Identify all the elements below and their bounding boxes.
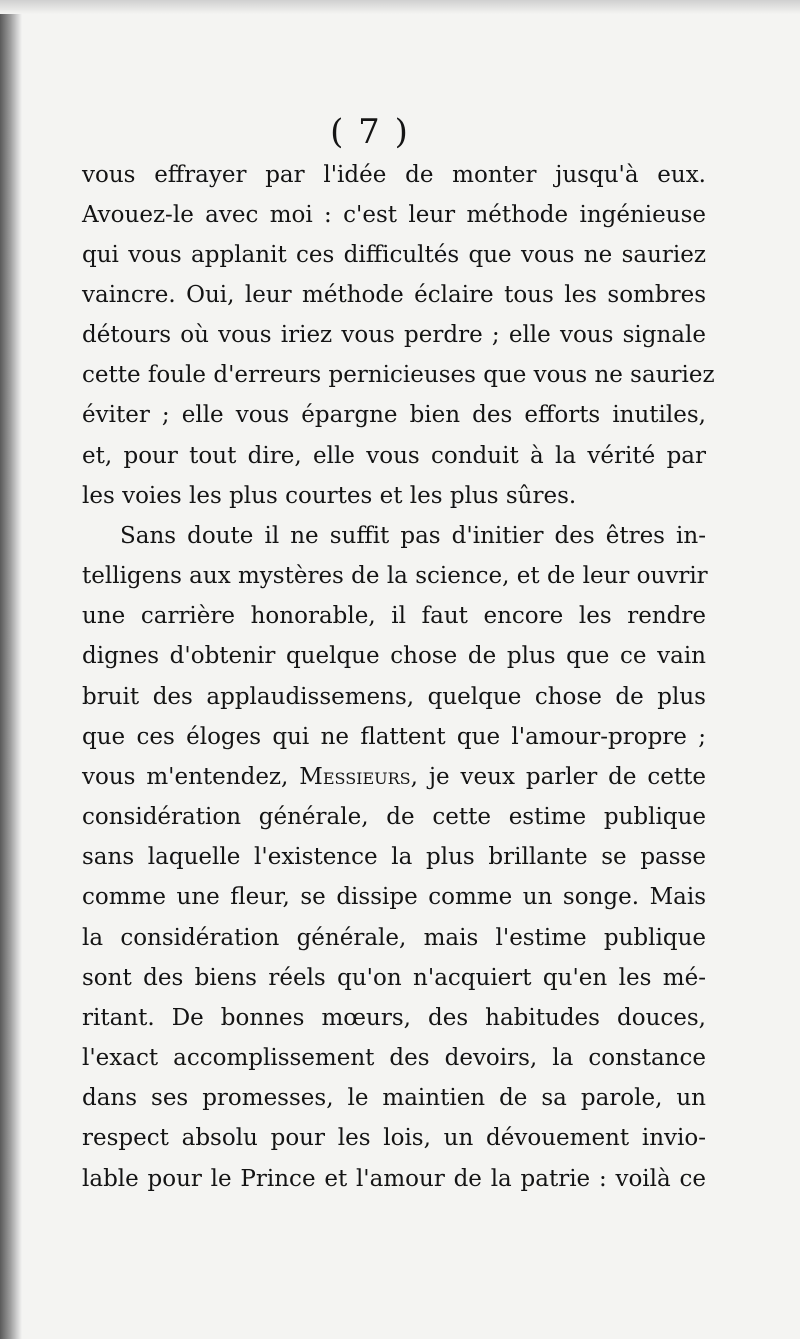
text-line: vous effrayer par l'idée de monter jusqu'à eux. [82,162,706,188]
text-line: que ces éloges qui ne flattent que l'amour-propre ; [82,724,706,750]
address-messieurs: Messieurs [299,764,411,790]
text-line: comme une fleur, se dissipe comme un songe. Mais [82,884,706,910]
text-line: respect absolu pour les lois, un dévouement invio- [82,1125,706,1151]
text-line: sont des biens réels qu'on n'acquiert qu'en les mé- [82,965,706,991]
text-line: telligens aux mystères de la science, et de leur ouvrir [82,563,708,589]
text-line: une carrière honorable, il faut encore les rendre [82,603,706,629]
text-line: sans laquelle l'existence la plus brillante se passe [82,844,706,870]
text-line: bruit des applaudissemens, quelque chose de plus [82,684,706,710]
spine-shadow [0,0,22,1339]
paragraph-start-line: Sans doute il ne suffit pas d'initier des êtres in- [120,523,706,549]
page-number: ( 7 ) [330,112,410,152]
text-line: vaincre. Oui, leur méthode éclaire tous les sombres [82,282,706,308]
text-line: qui vous applanit ces difficultés que vous ne sauriez [82,242,706,268]
text-line: l'exact accomplissement des devoirs, la constance [82,1045,706,1071]
text-line: et, pour tout dire, elle vous conduit à la vérité par [82,443,706,469]
text-line: dans ses promesses, le maintien de sa parole, un [82,1085,706,1111]
text-line: détours où vous iriez vous perdre ; elle vous signale [82,322,706,348]
text-line: dignes d'obtenir quelque chose de plus que ce vain [82,643,706,669]
text-line: vous m'entendez, Messieurs, je veux parler de cette [82,764,706,790]
text-line: cette foule d'erreurs pernicieuses que vous ne sauriez [82,362,715,388]
text-line: Avouez-le avec moi : c'est leur méthode ingénieuse [82,202,706,228]
text-line: considération générale, de cette estime publique [82,804,706,830]
top-edge-shadow [0,0,800,14]
paragraph-end-line: les voies les plus courtes et les plus sûres. [82,483,577,509]
text-line: la considération générale, mais l'estime publique [82,925,706,951]
text-line: lable pour le Prince et l'amour de la patrie : voilà ce [82,1166,706,1192]
text-line: éviter ; elle vous épargne bien des efforts inutiles, [82,402,706,428]
text-line: ritant. De bonnes mœurs, des habitudes douces, [82,1005,706,1031]
